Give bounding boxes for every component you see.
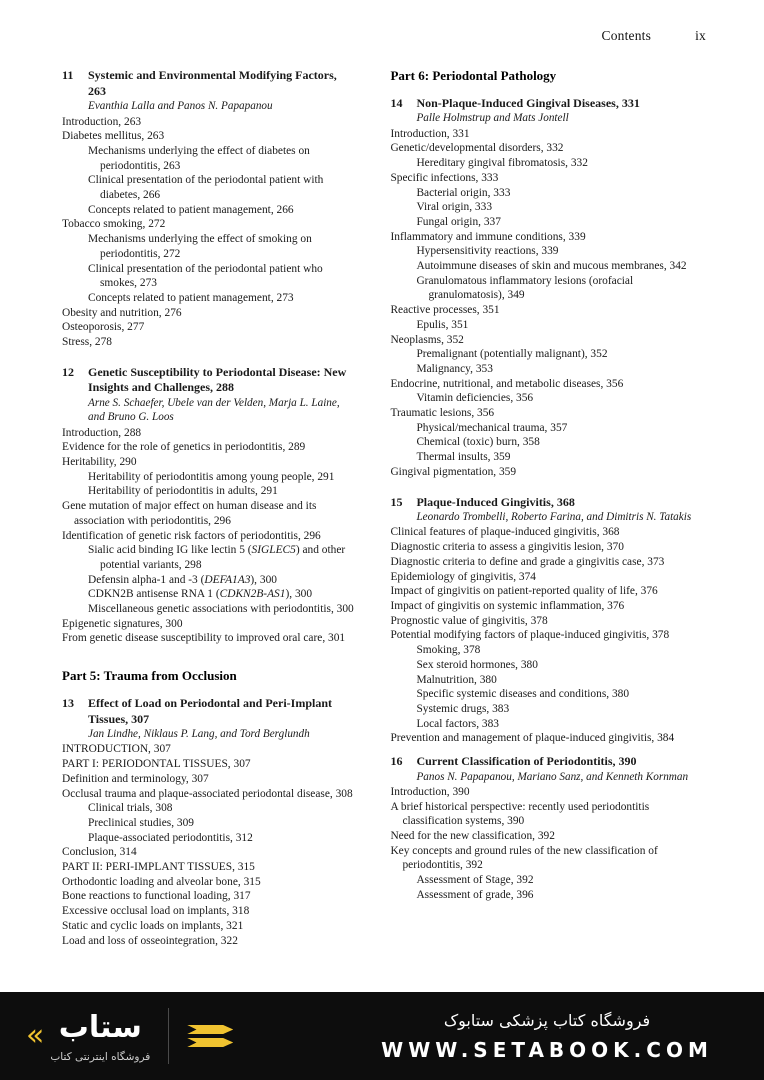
toc-entry: Premalignant (potentially malignant), 352 [416,348,608,361]
chapter-heading [390,495,708,511]
toc-entry: Local factors, 383 [416,717,500,730]
toc-entry: Identification of genetic risk factors of periodontitis, 296 [62,529,321,542]
part-heading-5: Part 5: Trauma from Occlusion [62,668,237,684]
toc-entry: Evidence for the role of genetics in periodontitis, 289 [62,441,306,454]
toc-entry: Thermal insults, 359 [416,451,511,464]
toc-entry: Mechanisms underlying the effect of smoking on periodontitis, 272 [88,233,312,260]
chapter-heading [390,96,708,112]
vertical-divider [168,1008,169,1064]
toc-entry: Traumatic lesions, 356 [390,407,495,420]
chapter-number: 14 [390,95,403,110]
chapter-heading [390,754,708,770]
toc-entry: Key concepts and ground rules of the new classification of periodontitis, 392 [390,844,658,872]
toc-entry: Specific systemic diseases and conditions, 380 [416,688,630,701]
toc-entry: Orthodontic loading and alveolar bone, 315 [62,875,261,888]
toc-entry: Fungal origin, 337 [416,215,501,228]
toc-entry: Defensin alpha-1 and -3 (DEFA1A3), 300 [88,573,277,586]
toc-entry: Epigenetic signatures, 300 [62,617,183,630]
toc-entry: Prognostic value of gingivitis, 378 [390,614,548,627]
toc-entry: Conclusion, 314 [62,846,137,859]
toc-entry: Smoking, 378 [416,644,481,657]
chapter-entry [390,96,708,480]
toc-entry: Potential modifying factors of plaque-induced gingivitis, 378 [390,629,670,642]
toc-entry: Epidemiology of gingivitis, 374 [390,570,536,583]
toc-entry: Physical/mechanical trauma, 357 [416,421,568,434]
toc-entry: Endocrine, nutritional, and metabolic diseases, 356 [390,377,624,390]
chapter-entry [390,495,708,746]
toc-entry: Definition and terminology, 307 [62,772,209,785]
toc-entry: Excessive occlusal load on implants, 318 [62,905,250,918]
toc-entry: Static and cyclic loads on implants, 321 [62,919,244,932]
toc-entry: Osteoporosis, 277 [62,321,145,334]
toc-entry: CDKN2B antisense RNA 1 (CDKN2B-AS1), 300 [88,588,313,601]
toc-entry: Gene mutation of major effect on human disease and its association with periodontitis, 296 [62,500,317,527]
toc-entry: Autoimmune diseases of skin and mucous membranes, 342 [416,260,687,273]
toc-entry: Prevention and management of plaque-induced gingivitis, 384 [390,732,675,745]
chapter-authors: Panos N. Papapanou, Mariano Sanz, and Kenneth Kornman [416,770,689,783]
brand-name: ستاب [58,1009,142,1045]
toc-entry: Sialic acid binding IG like lectin 5 (SIGLEC5) and other potential variants, 298 [88,544,346,571]
toc-entry: Epulis, 351 [416,318,469,331]
watermark-banner [0,992,764,1080]
toc-entry: Vitamin deficiencies, 356 [416,392,534,405]
toc-entry: INTRODUCTION, 307 [62,743,171,756]
toc-entry: Assessment of grade, 396 [416,888,534,901]
toc-entry: Concepts related to patient management, 273 [88,291,294,304]
toc-entry: From genetic disease susceptibility to improved oral care, 301 [62,632,346,645]
page-number: ix [695,28,706,43]
watermark-text [340,1011,764,1062]
toc-entry: Load and loss of osseointegration, 322 [62,934,238,947]
chapter-number: 12 [62,364,74,379]
chevron-stack-icon [187,1025,233,1047]
toc-entry: Diabetes mellitus, 263 [62,130,165,143]
chapter-entry [390,754,708,903]
toc-entry: Tobacco smoking, 272 [62,218,166,231]
left-column [62,68,356,950]
right-column [390,68,708,950]
chapter-number: 13 [62,695,74,710]
chapter-authors: Jan Lindhe, Niklaus P. Lang, and Tord Berglundh [88,728,310,741]
chapter-heading [62,696,356,727]
toc-entry: Heritability of periodontitis in adults, 291 [88,485,278,498]
toc-entry: Granulomatous inflammatory lesions (orofacial granulomatosis), 349 [416,274,634,302]
chapter-title: Effect of Load on Periodontal and Peri-Implant Tissues, 307 [88,695,332,726]
toc-entry: Bone reactions to functional loading, 317 [62,890,251,903]
toc-entry: Malignancy, 353 [416,362,493,375]
store-url: WWW.SETABOOK.COM [381,1037,713,1062]
toc-entry: Mechanisms underlying the effect of diabetes on periodontitis, 263 [88,144,310,172]
chapter-heading [62,365,356,396]
chapter-authors: Evanthia Lalla and Panos N. Papapanou [88,100,273,113]
toc-entry: Introduction, 288 [62,426,142,439]
toc-entry: Chemical (toxic) burn, 358 [416,436,540,449]
toc-entry: Assessment of Stage, 392 [416,874,534,887]
part-heading-6: Part 6: Periodontal Pathology [390,68,557,83]
running-head [601,28,706,44]
chapter-authors: Palle Holmstrup and Mats Jontell [416,112,569,125]
chapter-title: Current Classification of Periodontitis, 390 [416,754,637,769]
toc-entry: Hereditary gingival fibromatosis, 332 [416,157,588,170]
toc-entry: Heritability, 290 [62,456,137,469]
toc-entry: Genetic/developmental disorders, 332 [390,142,564,155]
toc-entry: Systemic drugs, 383 [416,702,510,715]
chapter-title: Plaque-Induced Gingivitis, 368 [416,494,575,509]
chapter-number: 15 [390,494,403,509]
toc-entry: Gingival pigmentation, 359 [390,465,517,478]
toc-entry: Heritability of periodontitis among young people, 291 [88,470,335,483]
chapter-number: 16 [390,754,403,769]
toc-entry: Plaque-associated periodontitis, 312 [88,831,253,844]
toc-entry: Clinical features of plaque-induced gingivitis, 368 [390,526,620,539]
chapter-authors: Arne S. Schaefer, Ubele van der Velden, Marja L. Laine, and Bruno G. Loos [88,396,340,424]
toc-entry: Inflammatory and immune conditions, 339 [390,230,586,243]
store-tagline: فروشگاه کتاب پزشکی ستابوک [443,1010,651,1030]
toc-entry: PART II: PERI-IMPLANT TISSUES, 315 [62,861,255,874]
brand-logo [50,1010,150,1063]
chapter-entry [62,68,356,350]
toc-columns [62,68,708,950]
toc-entry: Impact of gingivitis on patient-reported quality of life, 376 [390,585,658,598]
chapter-title: Non-Plaque-Induced Gingival Diseases, 331 [416,95,640,110]
toc-entry: Occlusal trauma and plaque-associated periodontal disease, 308 [62,787,353,800]
chapter-title: Genetic Susceptibility to Periodontal Disease: New Insights and Challenges, 288 [88,364,347,395]
chapter-title: Systemic and Environmental Modifying Factors, 263 [88,68,337,98]
chevron-left-icon: « [26,1018,45,1053]
toc-entry: Miscellaneous genetic associations with periodontitis, 300 [88,603,354,616]
toc-entry: Reactive processes, 351 [390,304,500,317]
toc-entry: Bacterial origin, 333 [416,186,511,199]
toc-entry: Need for the new classification, 392 [390,830,555,843]
toc-entry: Clinical presentation of the periodontal patient who smokes, 273 [88,262,323,290]
watermark-brand [0,1008,340,1064]
toc-entry: Introduction, 390 [390,785,470,798]
toc-entry: Sex steroid hormones, 380 [416,658,538,671]
toc-entry: Introduction, 263 [62,115,142,128]
toc-entry: Impact of gingivitis on systemic inflammation, 376 [390,600,625,612]
toc-entry: PART I: PERIODONTAL TISSUES, 307 [62,758,251,771]
toc-entry: Viral origin, 333 [416,201,493,214]
chapter-number: 11 [62,68,74,82]
chapter-entry [62,365,356,646]
toc-entry: A brief historical perspective: recently used periodontitis classification systems, 390 [390,800,650,828]
toc-entry: Diagnostic criteria to define and grade a gingivitis case, 373 [390,555,665,568]
brand-subtitle: فروشگاه اینترنتی کتاب [50,1050,151,1063]
toc-entry: Clinical presentation of the periodontal patient with diabetes, 266 [88,174,324,202]
toc-entry: Malnutrition, 380 [416,673,497,686]
toc-entry: Preclinical studies, 309 [88,816,194,829]
toc-entry: Introduction, 331 [390,127,470,140]
toc-entry: Clinical trials, 308 [88,802,173,815]
toc-entry: Specific infections, 333 [390,171,499,184]
chapter-authors: Leonardo Trombelli, Roberto Farina, and Dimitris N. Tatakis [416,511,692,524]
toc-entry: Diagnostic criteria to assess a gingivitis lesion, 370 [390,541,624,554]
toc-entry: Stress, 278 [62,336,112,349]
chapter-heading [62,68,356,99]
chapter-entry [62,696,356,948]
toc-entry: Hypersensitivity reactions, 339 [416,245,559,258]
toc-entry: Neoplasms, 352 [390,333,464,346]
running-head-label: Contents [601,28,652,43]
toc-entry: Obesity and nutrition, 276 [62,306,182,319]
toc-entry: Concepts related to patient management, 266 [88,203,294,216]
